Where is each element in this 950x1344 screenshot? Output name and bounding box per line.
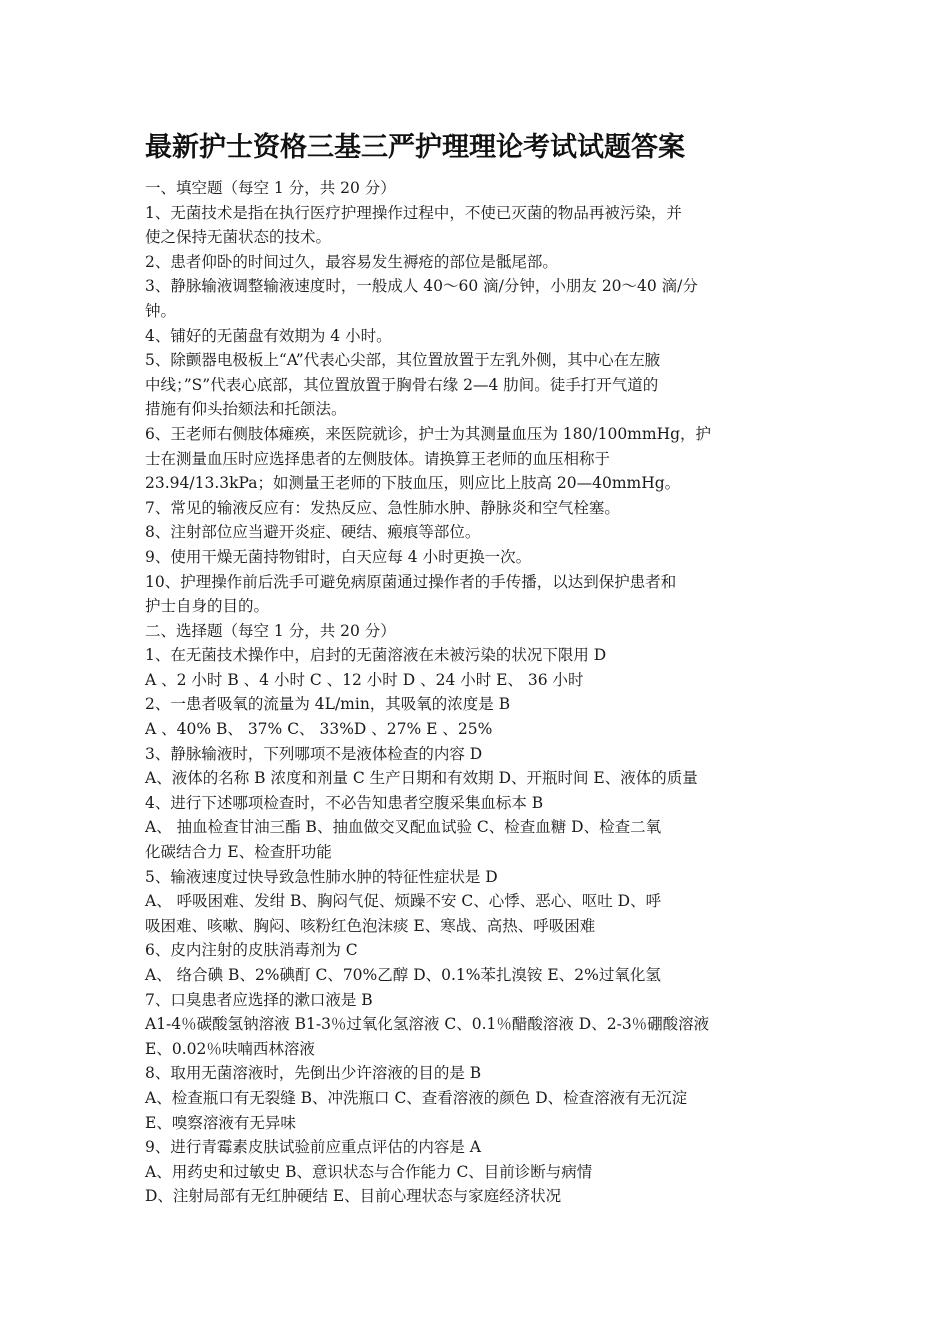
text-line: 一、填空题（每空 1 分，共 20 分） bbox=[145, 179, 396, 197]
text-line: 3、静脉输液调整输液速度时，一般成人 40～60 滴/分钟，小朋友 20～40 滴/分 bbox=[145, 277, 698, 296]
text-line: A 、40% B、 37% C、 33%D 、27% E 、25% bbox=[145, 720, 493, 739]
text-line: 1、在无菌技术操作中，启封的无菌溶液在未被污染的状况下限用 D bbox=[145, 646, 607, 665]
text-line: 6、王老师右侧肢体瘫痪，来医院就诊，护士为其测量血压为 180/100mmHg，护 bbox=[145, 424, 712, 443]
text-line: 3、静脉输液时，下列哪项不是液体检查的内容 D bbox=[145, 744, 483, 763]
text-line: 4、铺好的无菌盘有效期为 4 小时。 bbox=[145, 326, 392, 345]
text-line: A、 络合碘 B、2%碘酊 C、70%乙醇 D、0.1%苯扎溴铵 E、2%过氧化氢 bbox=[145, 966, 661, 984]
text-line: A、液体的名称 B 浓度和剂量 C 生产日期和有效期 D、开瓶时间 E、液体的质量 bbox=[145, 769, 698, 788]
text-line: A、 呼吸困难、发绀 B、胸闷气促、烦躁不安 C、心悸、恶心、呕吐 D、呼 bbox=[145, 892, 662, 911]
text-line: D、注射局部有无红肿硬结 E、目前心理状态与家庭经济状况 bbox=[145, 1187, 562, 1206]
text-line: 吸困难、咳嗽、胸闷、咳粉红色泡沫痰 E、寒战、高热、呼吸困难 bbox=[145, 916, 596, 935]
text-line: 8、注射部位应当避开炎症、硬结、瘢痕等部位。 bbox=[145, 523, 481, 542]
text-line: 2、患者仰卧的时间过久，最容易发生褥疮的部位是骶尾部。 bbox=[145, 252, 558, 271]
text-line: A、 抽血检查甘油三酯 B、抽血做交叉配血试验 C、检查血糖 D、检查二氧 bbox=[145, 818, 662, 837]
text-line: 二、选择题（每空 1 分，共 20 分） bbox=[145, 621, 396, 640]
text-line: 5、输液速度过快导致急性肺水肿的特征性症状是 D bbox=[145, 867, 498, 886]
text-line: 6、皮内注射的皮肤消毒剂为 C bbox=[145, 941, 358, 960]
document-page bbox=[145, 128, 825, 1209]
text-line: 1、无菌技术是指在执行医疗护理操作过程中，不使已灭菌的物品再被污染，并 bbox=[145, 203, 682, 222]
document-body bbox=[145, 176, 825, 1209]
text-line: A 、2 小时 B 、4 小时 C 、12 小时 D 、24 小时 E、 36 小时 bbox=[145, 670, 584, 689]
text-line: 10、护理操作前后洗手可避免病原菌通过操作者的手传播，以达到保护患者和 bbox=[145, 572, 677, 591]
text-line: 7、口臭患者应选择的漱口液是 B bbox=[145, 990, 373, 1009]
text-line: 化碳结合力 E、检查肝功能 bbox=[145, 843, 332, 862]
text-line: 使之保持无菌状态的技术。 bbox=[145, 228, 332, 247]
text-line: 士在测量血压时应选择患者的左侧肢体。请换算王老师的血压相称于 bbox=[145, 449, 611, 468]
text-line: 措施有仰头抬颏法和托颌法。 bbox=[145, 400, 347, 419]
text-line: 护士自身的目的。 bbox=[145, 597, 270, 616]
document-title: 最新护士资格三基三严护理理论考试试题答案 bbox=[145, 132, 685, 163]
text-line: 23.94/13.3kPa；如测量王老师的下肢血压，则应比上肢高 20—40mmHg。 bbox=[145, 474, 681, 493]
text-line: A、检查瓶口有无裂缝 B、冲洗瓶口 C、查看溶液的颜色 D、检查溶液有无沉淀 bbox=[145, 1088, 688, 1107]
text-line: 9、进行青霉素皮肤试验前应重点评估的内容是 A bbox=[145, 1138, 481, 1157]
text-line: 8、取用无菌溶液时，先倒出少许溶液的目的是 B bbox=[145, 1064, 482, 1083]
text-line: 4、进行下述哪项检查时，不必告知患者空腹采集血标本 B bbox=[145, 793, 544, 812]
text-line: 中线；”S”代表心底部，其位置放置于胸骨右缘 2—4 肋间。徒手打开气道的 bbox=[145, 375, 659, 394]
text-line: E、嗅察溶液有无异味 bbox=[145, 1113, 296, 1132]
text-line: 9、使用干燥无菌持物钳时，白天应每 4 小时更换一次。 bbox=[145, 547, 532, 566]
text-line: 钟。 bbox=[145, 301, 177, 320]
text-line: A、用药史和过敏史 B、意识状态与合作能力 C、目前诊断与病情 bbox=[145, 1162, 593, 1181]
text-line: E、0.02％呋喃西林溶液 bbox=[145, 1039, 315, 1058]
text-line: 7、常见的输液反应有：发热反应、急性肺水肿、静脉炎和空气栓塞。 bbox=[145, 498, 620, 517]
text-line: 5、除颤器电极板上“A”代表心尖部，其位置放置于左乳外侧，其中心在左腋 bbox=[145, 351, 661, 370]
text-line: A1-4％碳酸氢钠溶液 B1-3％过氧化氢溶液 C、0.1％醋酸溶液 D、2-3％硼酸溶液 bbox=[145, 1015, 710, 1034]
text-line: 2、一患者吸氧的流量为 4L/min，其吸氧的浓度是 B bbox=[145, 695, 511, 714]
